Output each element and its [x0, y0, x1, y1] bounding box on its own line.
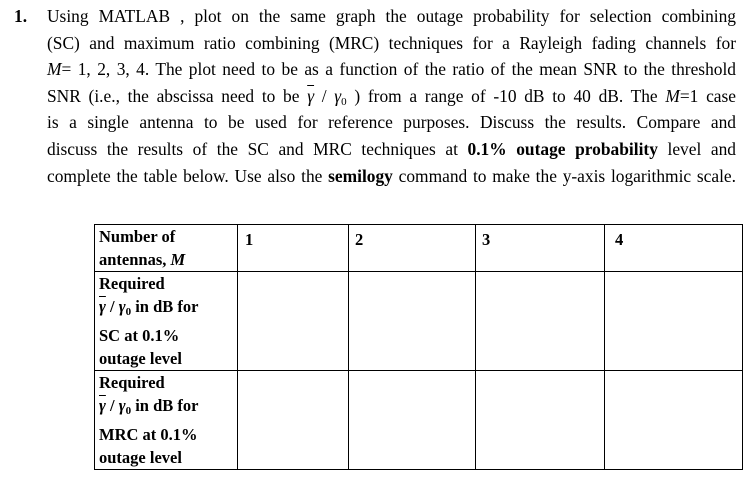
table-header-row [95, 225, 743, 272]
column-header-3 [476, 225, 605, 272]
table-row-sc [95, 272, 743, 371]
question-line-1: Using MATLAB , plot on the same graph the outage probability for selection combining [47, 6, 736, 26]
column-header-2 [349, 225, 476, 272]
question-line-6-text-a: discuss the results of the SC and MRC techniques at [47, 139, 468, 159]
cell-sc-2[interactable] [349, 272, 476, 371]
question-line-5: is a single antenna to be used for reference purposes. Discuss the results. Compare and [47, 112, 736, 133]
question-line-6 [47, 136, 736, 163]
header-label-text: antennas, [99, 250, 171, 269]
row-label-line3: SC at 0.1% [99, 326, 180, 345]
question-line-4-text-c: =1 case [679, 85, 736, 106]
cell-sc-3[interactable] [476, 272, 605, 371]
results-table [94, 224, 743, 470]
ratio-slash: / [314, 85, 335, 106]
ratio-slash: / [105, 396, 119, 415]
row-label-line4: outage level [99, 448, 182, 467]
column-header-4 [605, 225, 743, 272]
threshold-subscript: 0 [125, 306, 132, 318]
cell-mrc-1[interactable] [238, 371, 349, 470]
question-line-2: (SC) and maximum ratio combining (MRC) techniques for a Rayleigh fading channels for [47, 32, 736, 53]
cell-sc-1[interactable] [238, 272, 349, 371]
cell-mrc-2[interactable] [349, 371, 476, 470]
row-header-sc [95, 272, 238, 371]
cell-mrc-3[interactable] [476, 371, 605, 470]
row-label-line1: Required [99, 373, 165, 392]
question-line-4-text-a: SNR (i.e., the abscissa need to be [47, 85, 308, 106]
threshold-subscript: 0 [125, 405, 132, 417]
cell-mrc-4[interactable] [605, 371, 743, 470]
row-label-line1: Required [99, 274, 165, 293]
row-label-line3: MRC at 0.1% [99, 425, 198, 444]
row-label-ratio [99, 394, 237, 423]
mean-snr-symbol: $\overline{\gamma}$ [99, 297, 106, 316]
table-row-mrc [95, 371, 743, 470]
header-label-line2 [99, 248, 237, 271]
mean-snr-symbol: $\overline{\gamma}$ [307, 85, 315, 106]
question-number: 1. [14, 6, 28, 26]
cell-sc-4[interactable] [605, 272, 743, 371]
variable-m: M [170, 250, 186, 269]
question-line-7 [47, 163, 736, 190]
variable-m: M [47, 59, 62, 80]
question-line-4-text-b: ) from a range of -10 dB to 40 dB. The [346, 85, 666, 106]
question-line-7-text-b: command to make the y-axis logarithmic scale. [392, 165, 736, 186]
row-header-antennas [95, 225, 238, 272]
row-label-suffix: in dB for [131, 297, 199, 316]
mean-snr-symbol: $\overline{\gamma}$ [99, 396, 106, 415]
variable-m: M [665, 85, 680, 106]
column-value-3: 3 [482, 230, 491, 249]
row-label-line4: outage level [99, 349, 182, 368]
row-header-mrc [95, 371, 238, 470]
column-header-1 [238, 225, 349, 272]
bold-semilogy: semilogy [328, 165, 393, 186]
column-value-1: 1 [245, 230, 254, 249]
threshold-subscript: 0 [341, 95, 347, 108]
column-value-2: 2 [355, 230, 364, 249]
threshold-snr-symbol: γ [118, 297, 126, 316]
row-label-ratio [99, 295, 237, 324]
header-label-line1: Number of [99, 227, 176, 246]
column-value-4: 4 [615, 230, 624, 249]
question-line-3 [47, 56, 736, 83]
question-line-7-text-a: complete the table below. Use also the [47, 165, 329, 186]
question-line-3-text: = 1, 2, 3, 4. The plot need to be as a function of the ratio of the mean SNR to the threshold [61, 59, 736, 80]
threshold-snr-symbol: γ [334, 85, 342, 106]
threshold-snr-symbol: γ [118, 396, 126, 415]
ratio-slash: / [105, 297, 119, 316]
bold-outage-probability: 0.1% outage probability [467, 139, 658, 159]
row-label-suffix: in dB for [131, 396, 199, 415]
question-line-6-text-b: level and [657, 139, 736, 159]
